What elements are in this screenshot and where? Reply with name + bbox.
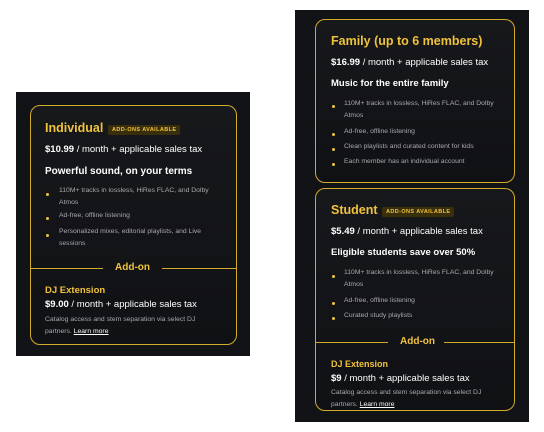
feature-bullet-icon <box>332 133 335 136</box>
feature-item: Clean playlists and curated content for kids <box>344 143 474 150</box>
dj-extension-price <box>331 373 470 384</box>
dj-price-suffix: / month + applicable sales tax <box>344 373 470 384</box>
left-panel <box>16 92 250 356</box>
addon-divider-left <box>316 342 388 343</box>
dj-price-suffix: / month + applicable sales tax <box>71 299 197 310</box>
student-plan-card[interactable] <box>315 188 515 411</box>
price-suffix: / month + applicable sales tax <box>362 57 489 68</box>
feature-item: Personalized mixes, editorial playlists, and Live sessions <box>59 228 202 247</box>
feature-bullet-icon <box>332 302 335 305</box>
dj-extension-description <box>45 314 220 338</box>
addon-heading: Add-on <box>400 336 435 347</box>
feature-item: Curated study playlists <box>344 312 413 319</box>
feature-bullet-icon <box>46 217 49 220</box>
addon-divider-left <box>31 268 103 269</box>
feature-item: Ad-free, offline listening <box>344 128 415 135</box>
dj-desc-text: Catalog access and stem separation via select DJ partners. <box>331 389 482 408</box>
addon-divider-right <box>162 268 236 269</box>
dj-extension-description <box>331 387 501 411</box>
plan-tagline: Music for the entire family <box>331 78 449 89</box>
plan-price <box>331 57 488 68</box>
dj-extension-price <box>45 299 197 310</box>
feature-item: 110M+ tracks in lossless, HiRes FLAC, and Dolby Atmos <box>344 100 494 119</box>
plan-title: Family (up to 6 members) <box>331 34 483 48</box>
learn-more-link[interactable]: Learn more <box>359 401 395 408</box>
dj-price-amount: $9 <box>331 373 342 384</box>
plan-tagline: Powerful sound, on your terms <box>45 166 193 177</box>
price-suffix: / month + applicable sales tax <box>357 226 483 237</box>
plan-price <box>45 144 202 155</box>
feature-item: 110M+ tracks in lossless, HiRes FLAC, and Dolby Atmos <box>59 187 209 206</box>
feature-bullet-icon <box>332 275 335 278</box>
feature-item: Ad-free, offline listening <box>59 212 130 219</box>
price-suffix: / month + applicable sales tax <box>76 144 203 155</box>
right-panel <box>295 10 529 422</box>
dj-extension-title: DJ Extension <box>45 285 106 296</box>
feature-item: 110M+ tracks in lossless, HiRes FLAC, and Dolby Atmos <box>344 269 494 288</box>
addon-divider-right <box>444 342 514 343</box>
feature-bullet-icon <box>332 148 335 151</box>
price-amount: $10.99 <box>45 144 75 155</box>
plan-title: Individual <box>45 121 104 135</box>
feature-bullet-icon <box>46 193 49 196</box>
feature-item: Ad-free, offline listening <box>344 297 415 304</box>
addons-available-badge: ADD-ONS AVAILABLE <box>382 207 454 217</box>
dj-price-amount: $9.00 <box>45 299 69 310</box>
price-amount: $16.99 <box>331 57 361 68</box>
feature-bullet-icon <box>46 234 49 237</box>
individual-plan-card[interactable] <box>30 105 237 345</box>
plan-title: Student <box>331 203 378 217</box>
feature-bullet-icon <box>332 105 335 108</box>
dj-desc-text: Catalog access and stem separation via select DJ partners. <box>45 316 196 335</box>
feature-bullet-icon <box>332 317 335 320</box>
family-plan-card[interactable] <box>315 19 515 183</box>
price-amount: $5.49 <box>331 226 355 237</box>
addons-available-badge: ADD-ONS AVAILABLE <box>108 125 180 135</box>
addon-heading: Add-on <box>115 262 150 273</box>
plan-tagline: Eligible students save over 50% <box>331 247 476 258</box>
learn-more-link[interactable]: Learn more <box>73 328 109 335</box>
feature-bullet-icon <box>332 163 335 166</box>
feature-item: Each member has an individual account <box>344 158 465 165</box>
dj-extension-title: DJ Extension <box>331 359 389 369</box>
plan-price <box>331 226 483 237</box>
